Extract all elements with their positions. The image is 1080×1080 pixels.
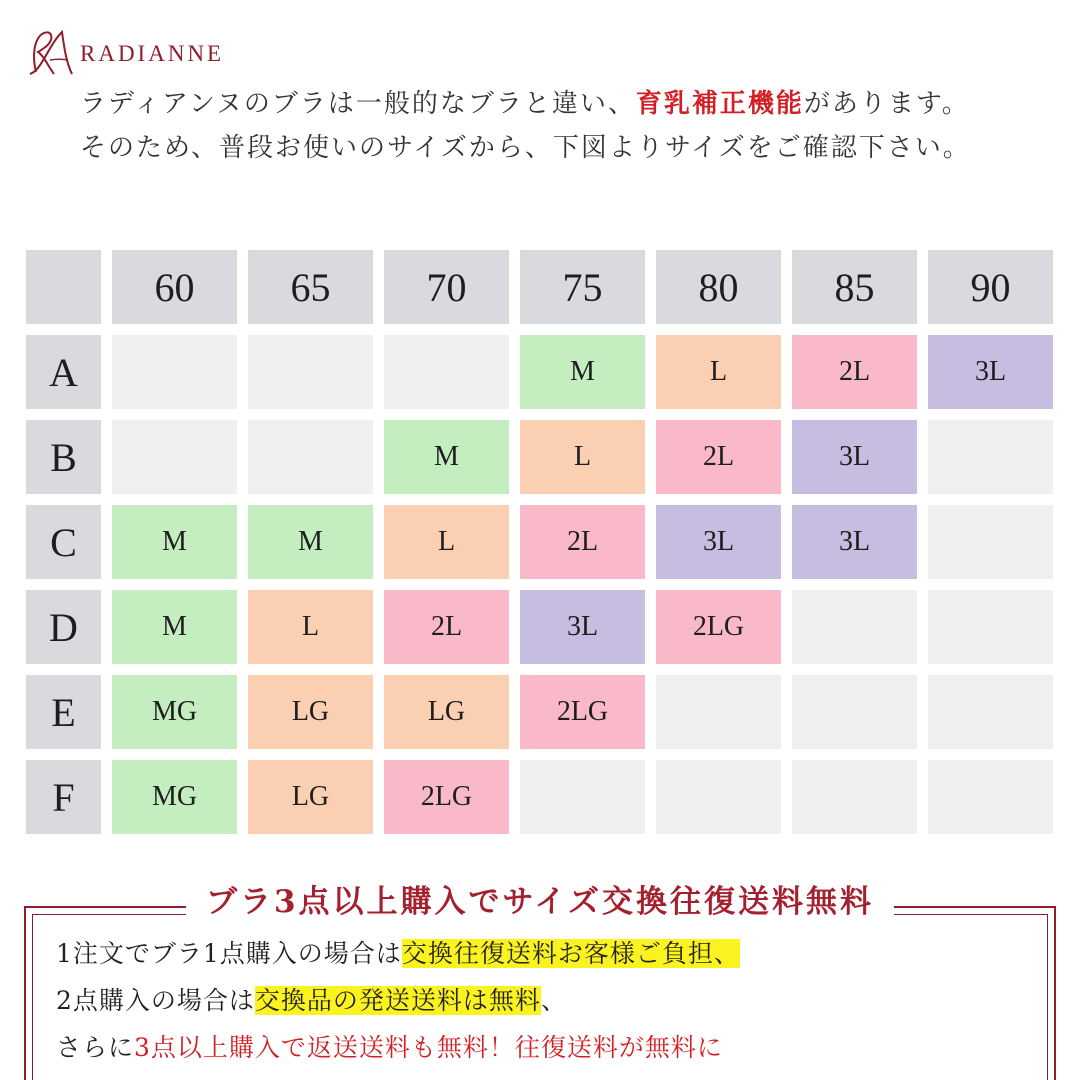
size-cell-empty: [656, 675, 781, 749]
size-cell: L: [248, 590, 373, 664]
size-cell: M: [248, 505, 373, 579]
size-cell-empty: [792, 760, 917, 834]
size-cell: 3L: [792, 505, 917, 579]
notice-line-1-text: 1注文でブラ1点購入の場合は: [56, 939, 402, 968]
intro-line-1-start: ラディアンヌのブラは一般的なブラと違い、: [80, 89, 636, 119]
chart-corner: [26, 250, 101, 324]
intro-line-1-end: があります。: [803, 89, 970, 119]
band-size-header: 75: [520, 250, 645, 324]
size-cell: 3L: [656, 505, 781, 579]
size-cell: MG: [112, 760, 237, 834]
notice-line-2-text: 2点購入の場合は: [56, 986, 255, 1015]
size-cell: L: [520, 420, 645, 494]
size-cell: 2L: [792, 335, 917, 409]
size-cell: MG: [112, 675, 237, 749]
size-cell-empty: [248, 335, 373, 409]
size-cell-empty: [384, 335, 509, 409]
size-cell-empty: [112, 420, 237, 494]
notice-line-1: [56, 930, 740, 977]
size-cell: LG: [248, 760, 373, 834]
intro-text: [80, 82, 1070, 170]
size-cell: 2L: [520, 505, 645, 579]
notice-line-3-text: さらに: [56, 1033, 135, 1062]
cup-size-header: D: [26, 590, 101, 664]
band-size-header: 65: [248, 250, 373, 324]
notice-box: [24, 884, 1056, 1080]
size-cell-empty: [656, 760, 781, 834]
size-cell: 2LG: [520, 675, 645, 749]
band-size-header: 90: [928, 250, 1053, 324]
size-cell-empty: [928, 505, 1053, 579]
size-cell-empty: [928, 675, 1053, 749]
size-cell: 2L: [384, 590, 509, 664]
size-cell: M: [384, 420, 509, 494]
size-cell-empty: [928, 420, 1053, 494]
notice-line-2-highlight: 交換品の発送送料は無料: [254, 986, 541, 1015]
band-size-header: 70: [384, 250, 509, 324]
size-cell: 3L: [792, 420, 917, 494]
size-cell: 2L: [656, 420, 781, 494]
size-cell: LG: [248, 675, 373, 749]
monogram-icon: [22, 26, 78, 82]
size-cell: 3L: [520, 590, 645, 664]
notice-line-2: [56, 977, 740, 1024]
size-cell-empty: [520, 760, 645, 834]
notice-line-2-end: 、: [540, 986, 567, 1015]
size-cell: M: [520, 335, 645, 409]
brand-name: RADIANNE: [80, 41, 225, 66]
band-size-header: 60: [112, 250, 237, 324]
size-cell-empty: [792, 590, 917, 664]
cup-size-header: A: [26, 335, 101, 409]
notice-lines: [56, 930, 740, 1071]
size-cell: L: [656, 335, 781, 409]
band-size-header: 85: [792, 250, 917, 324]
notice-line-3: [56, 1024, 740, 1071]
size-cell: L: [384, 505, 509, 579]
cup-size-header: B: [26, 420, 101, 494]
cup-size-header: F: [26, 760, 101, 834]
size-cell-empty: [928, 590, 1053, 664]
notice-line-3-emphasis: 3点以上購入で返送送料も無料！往復送料が無料に: [134, 1033, 723, 1062]
band-size-header: 80: [656, 250, 781, 324]
size-cell: M: [112, 505, 237, 579]
size-cell: 3L: [928, 335, 1053, 409]
intro-emphasis: 育乳補正機能: [635, 89, 804, 119]
size-cell-empty: [248, 420, 373, 494]
size-cell-empty: [928, 760, 1053, 834]
notice-title: ブラ3点以上購入でサイズ交換往復送料無料: [186, 882, 894, 922]
size-cell-empty: [792, 675, 917, 749]
cup-size-header: C: [26, 505, 101, 579]
intro-line-2: そのため、普段お使いのサイズから、下図よりサイズをご確認下さい。: [80, 133, 971, 163]
size-cell: 2LG: [656, 590, 781, 664]
size-cell: LG: [384, 675, 509, 749]
size-cell: 2LG: [384, 760, 509, 834]
cup-size-header: E: [26, 675, 101, 749]
size-cell-empty: [112, 335, 237, 409]
intro-line-1: [80, 82, 1070, 126]
notice-line-1-highlight: 交換往復送料お客様ご負担、: [401, 939, 740, 968]
brand-logo: [22, 26, 224, 82]
size-cell: M: [112, 590, 237, 664]
